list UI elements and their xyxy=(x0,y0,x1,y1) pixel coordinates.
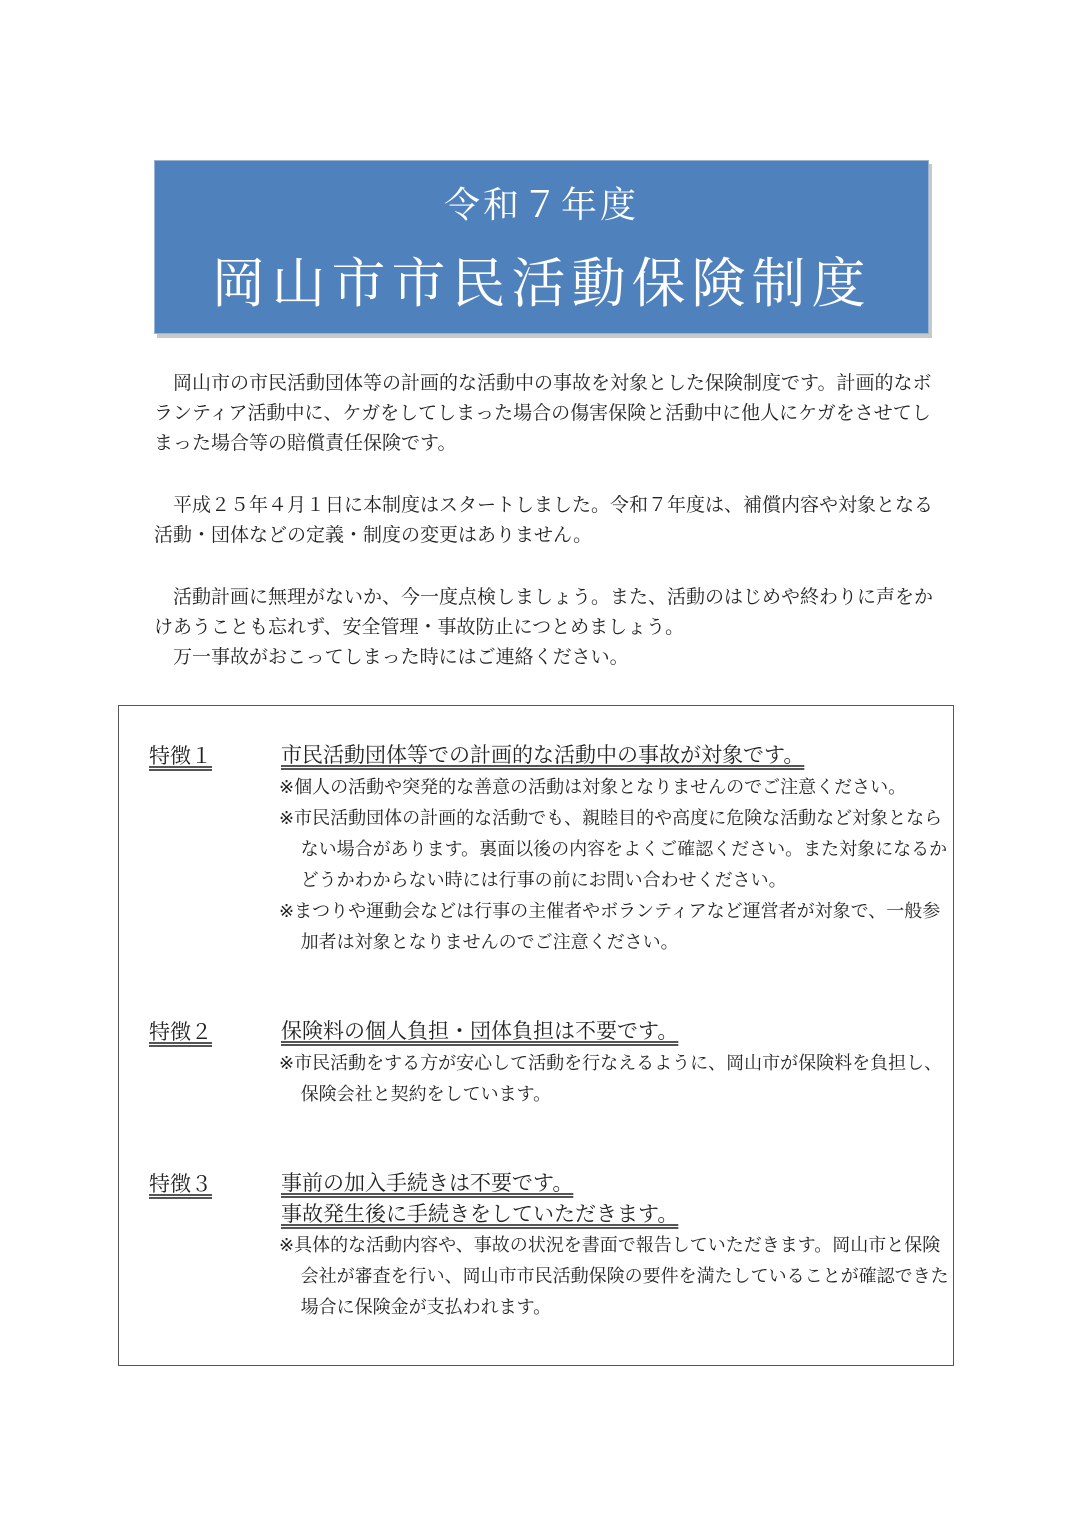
feature-3-label: 特徴３ xyxy=(149,1172,212,1196)
feature-2-label: 特徴２ xyxy=(149,1020,212,1044)
intro-paragraph-3: 活動計画に無理がないか、今一度点検しましょう。また、活動のはじめや終わりに声をかけあうことも忘れず、安全管理・事故防止につとめましょう。 xyxy=(154,586,934,638)
feature-1-notes xyxy=(279,772,949,958)
feature-3-heading-line-2: 事故発生後に手続きをしていただきます。 xyxy=(281,1202,679,1226)
title-banner xyxy=(154,160,929,334)
feature-2-notes xyxy=(279,1048,949,1110)
feature-2-note-1: ※市民活動をする方が安心して活動を行なえるように、岡山市が保険料を負担し、保険会社と契約をしています。 xyxy=(279,1053,943,1105)
page-title: 岡山市市民活動保険制度 xyxy=(211,252,872,315)
feature-3-notes xyxy=(279,1230,949,1323)
feature-1-heading-text: 市民活動団体等での計画的な活動中の事故が対象です。 xyxy=(281,743,805,767)
feature-1-heading xyxy=(281,740,931,771)
title-year: 令和７年度 xyxy=(443,185,639,226)
feature-3-heading xyxy=(281,1168,931,1230)
intro-section xyxy=(154,368,936,672)
intro-paragraph-2: 平成２５年４月１日に本制度はスタートしました。令和７年度は、補償内容や対象となる活動・団体などの定義・制度の変更はありません。 xyxy=(154,494,934,546)
feature-2-heading-text: 保険料の個人負担・団体負担は不要です。 xyxy=(281,1019,679,1043)
feature-2-heading xyxy=(281,1016,931,1047)
feature-1-note-3: ※まつりや運動会などは行事の主催者やボランティアなど運営者が対象で、一般参加者は対象となりませんのでご注意ください。 xyxy=(279,901,941,953)
feature-3-note-1: ※具体的な活動内容や、事故の状況を書面で報告していただきます。岡山市と保険会社が審査を行い、岡山市市民活動保険の要件を満たしていることが確認できた場合に保険金が支払われます。 xyxy=(279,1235,949,1318)
features-box xyxy=(118,705,954,1366)
intro-paragraph-4: 万一事故がおこってしまった時にはご連絡ください。 xyxy=(173,646,629,668)
feature-3-heading-line-1: 事前の加入手続きは不要です。 xyxy=(281,1171,574,1195)
feature-1-label: 特徴１ xyxy=(149,744,212,768)
intro-paragraph-1: 岡山市の市民活動団体等の計画的な活動中の事故を対象とした保険制度です。計画的なボランティア活動中に、ケガをしてしまった場合の傷害保険と活動中に他人にケガをさせてしまった場合等の賠償責任保険です。 xyxy=(154,372,932,454)
feature-1-note-1: ※個人の活動や突発的な善意の活動は対象となりませんのでご注意ください。 xyxy=(279,777,907,798)
feature-1-note-2: ※市民活動団体の計画的な活動でも、親睦目的や高度に危険な活動など対象とならない場合があります。裏面以後の内容をよくご確認ください。また対象になるかどうかわからない時には行事の前にお問い合わせください。 xyxy=(279,808,948,891)
